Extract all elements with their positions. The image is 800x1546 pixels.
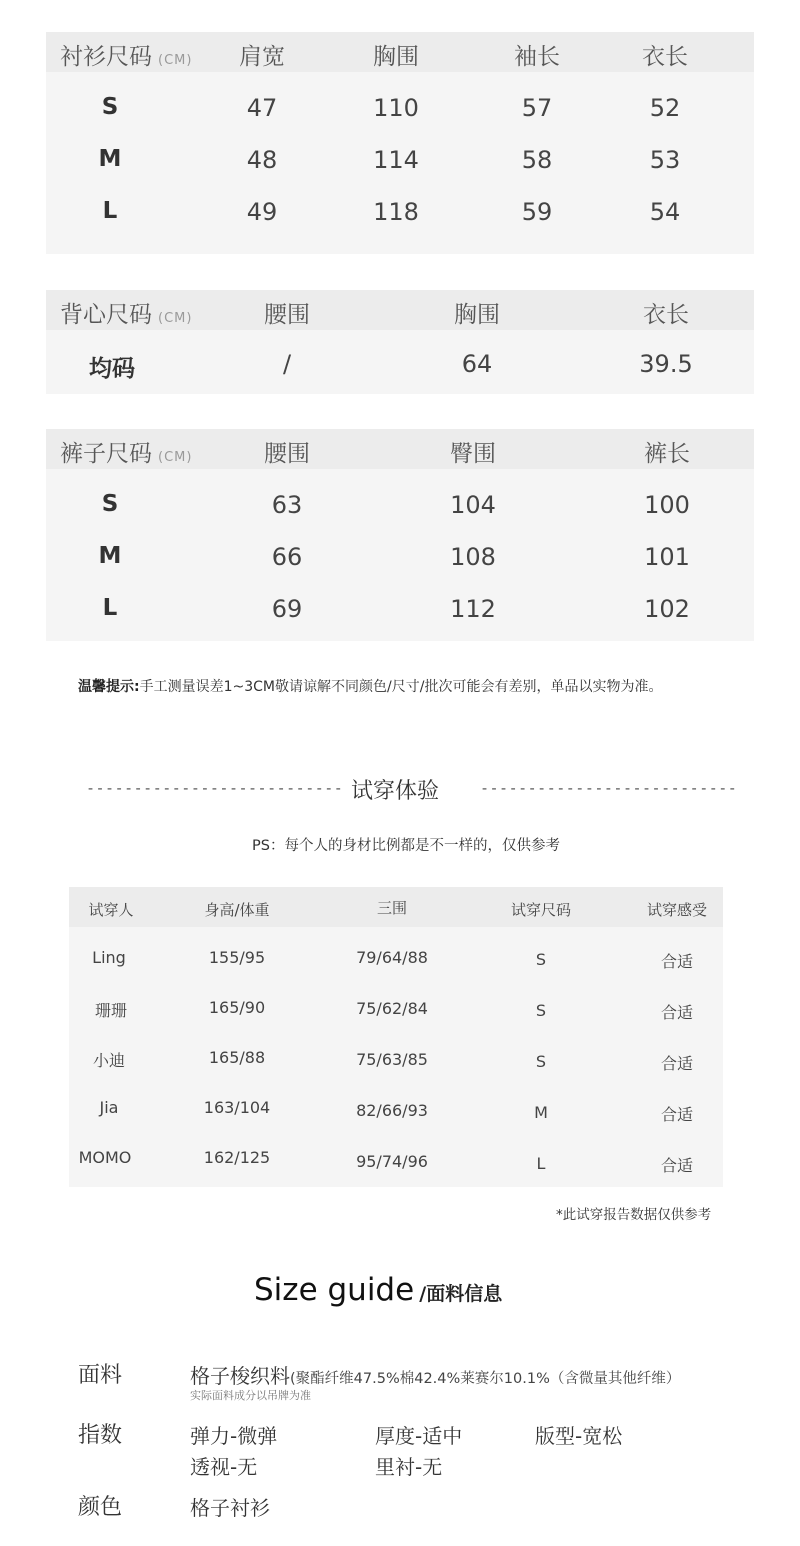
trial-cell: 163/104 <box>203 1098 271 1117</box>
shirt-row-size: M <box>98 146 122 172</box>
vest-table-title <box>60 296 192 329</box>
shirt-cell: 47 <box>246 94 278 122</box>
trial-cell: S <box>535 1052 547 1071</box>
trial-col-measurements: 三围 <box>376 899 408 917</box>
trial-cell: Jia <box>99 1098 119 1117</box>
trial-col-size: 试穿尺码 <box>510 901 572 919</box>
trial-cell: MOMO <box>78 1148 132 1167</box>
trial-cell: 155/95 <box>208 948 266 967</box>
trial-cell: 小迪 <box>92 1051 126 1070</box>
pants-cell: 100 <box>644 491 690 519</box>
trial-cell: 合适 <box>660 1105 694 1124</box>
shirt-row-size: S <box>101 94 119 120</box>
fabric-detail: (聚酯纤维47.5%棉42.4%莱赛尔10.1%（含微量其他纤维） <box>290 1371 681 1387</box>
pants-cell: 112 <box>450 595 496 623</box>
trial-col-feeling: 试穿感受 <box>646 901 708 919</box>
fabric-name: 格子梭织料 <box>190 1364 290 1388</box>
trial-cell: 162/125 <box>203 1148 271 1167</box>
vest-row-size: 均码 <box>89 356 135 382</box>
pants-col-waist: 腰围 <box>264 441 310 467</box>
pants-table-title-text: 裤子尺码 <box>60 441 152 467</box>
trial-cell: S <box>535 1001 547 1020</box>
pants-row-size: L <box>102 595 118 621</box>
trial-cell: 合适 <box>660 952 694 971</box>
index-label: 指数 <box>78 1423 123 1448</box>
shirt-col-sleeve: 袖长 <box>514 44 560 70</box>
trial-table <box>69 887 723 1187</box>
vest-col-length: 衣长 <box>643 302 689 328</box>
shirt-cell: 49 <box>246 198 278 226</box>
shirt-cell: 54 <box>649 198 681 226</box>
fit-value: 版型-宽松 <box>535 1424 623 1448</box>
shirt-table-unit: (CM) <box>158 53 193 68</box>
vest-table-unit: (CM) <box>158 311 193 326</box>
shirt-cell: 118 <box>373 198 419 226</box>
color-label: 颜色 <box>78 1495 123 1520</box>
shirt-col-shoulder: 肩宽 <box>239 44 285 70</box>
vest-size-table <box>46 290 754 394</box>
trial-cell: 165/90 <box>208 998 266 1017</box>
pants-cell: 104 <box>450 491 496 519</box>
trial-cell: S <box>535 950 547 969</box>
transparency-value: 透视-无 <box>190 1455 258 1479</box>
trial-cell: 75/63/85 <box>356 1050 428 1069</box>
vest-col-waist: 腰围 <box>264 302 310 328</box>
pants-cell: 63 <box>271 491 303 519</box>
shirt-cell: 48 <box>246 146 278 174</box>
elasticity-value: 弹力-微弹 <box>190 1424 278 1448</box>
shirt-row-size: L <box>102 198 118 224</box>
trial-cell: 75/62/84 <box>356 999 428 1018</box>
fabric-composition <box>190 1360 680 1389</box>
pants-table-title <box>60 435 192 468</box>
thickness-value: 厚度-适中 <box>375 1424 463 1448</box>
measurement-tip <box>78 676 662 696</box>
fabric-note: 实际面料成分以吊牌为准 <box>190 1389 311 1402</box>
pants-size-table <box>46 429 754 641</box>
tip-text: 手工测量误差1~3CM敬请谅解不同颜色/尺寸/批次可能会有差别，单品以实物为准。 <box>139 679 663 695</box>
fabric-label: 面料 <box>78 1363 123 1388</box>
pants-col-length: 裤长 <box>644 441 690 467</box>
shirt-table-title <box>60 38 192 71</box>
trial-section-title: 试穿体验 <box>351 779 440 804</box>
trial-cell: L <box>536 1154 546 1173</box>
trial-cell: 合适 <box>660 1054 694 1073</box>
divider-right: --------------------------- <box>480 779 738 797</box>
trial-cell: 79/64/88 <box>356 948 428 967</box>
pants-row-size: S <box>101 491 119 517</box>
trial-cell: Ling <box>92 948 126 967</box>
vest-col-chest: 胸围 <box>454 302 500 328</box>
trial-ps-note: PS：每个人的身材比例都是不一样的，仅供参考 <box>252 838 560 854</box>
pants-cell: 102 <box>644 595 690 623</box>
size-guide-heading <box>254 1272 502 1308</box>
shirt-cell: 52 <box>649 94 681 122</box>
vest-cell: / <box>282 350 292 378</box>
size-guide-title: Size guide <box>254 1272 415 1308</box>
shirt-cell: 57 <box>521 94 553 122</box>
trial-cell: M <box>534 1103 548 1122</box>
lining-value: 里衬-无 <box>375 1455 443 1479</box>
pants-col-hip: 臀围 <box>450 441 496 467</box>
trial-cell: 165/88 <box>208 1048 266 1067</box>
vest-table-title-text: 背心尺码 <box>60 302 152 328</box>
color-value: 格子衬衫 <box>190 1496 270 1520</box>
shirt-size-table <box>46 32 754 254</box>
pants-cell: 69 <box>271 595 303 623</box>
trial-col-height-weight: 身高/体重 <box>204 901 270 919</box>
pants-cell: 108 <box>450 543 496 571</box>
pants-cell: 66 <box>271 543 303 571</box>
trial-cell: 82/66/93 <box>356 1101 428 1120</box>
trial-cell: 95/74/96 <box>356 1152 428 1171</box>
shirt-cell: 110 <box>373 94 419 122</box>
trial-cell: 珊珊 <box>94 1001 128 1020</box>
vest-cell: 64 <box>461 350 493 378</box>
pants-row-size: M <box>98 543 122 569</box>
tip-label: 温馨提示: <box>78 679 140 695</box>
pants-cell: 101 <box>644 543 690 571</box>
shirt-table-title-text: 衬衫尺码 <box>60 44 152 70</box>
shirt-col-chest: 胸围 <box>373 44 419 70</box>
size-guide-subtitle: /面料信息 <box>419 1283 503 1305</box>
vest-cell: 39.5 <box>639 350 693 378</box>
trial-cell: 合适 <box>660 1156 694 1175</box>
trial-col-person: 试穿人 <box>88 901 134 919</box>
shirt-col-length: 衣长 <box>642 44 688 70</box>
trial-footnote: *此试穿报告数据仅供参考 <box>556 1207 712 1223</box>
pants-table-unit: (CM) <box>158 450 193 465</box>
divider-left: --------------------------- <box>86 779 344 797</box>
shirt-cell: 58 <box>521 146 553 174</box>
shirt-cell: 59 <box>521 198 553 226</box>
shirt-cell: 53 <box>649 146 681 174</box>
trial-cell: 合适 <box>660 1003 694 1022</box>
shirt-cell: 114 <box>373 146 419 174</box>
